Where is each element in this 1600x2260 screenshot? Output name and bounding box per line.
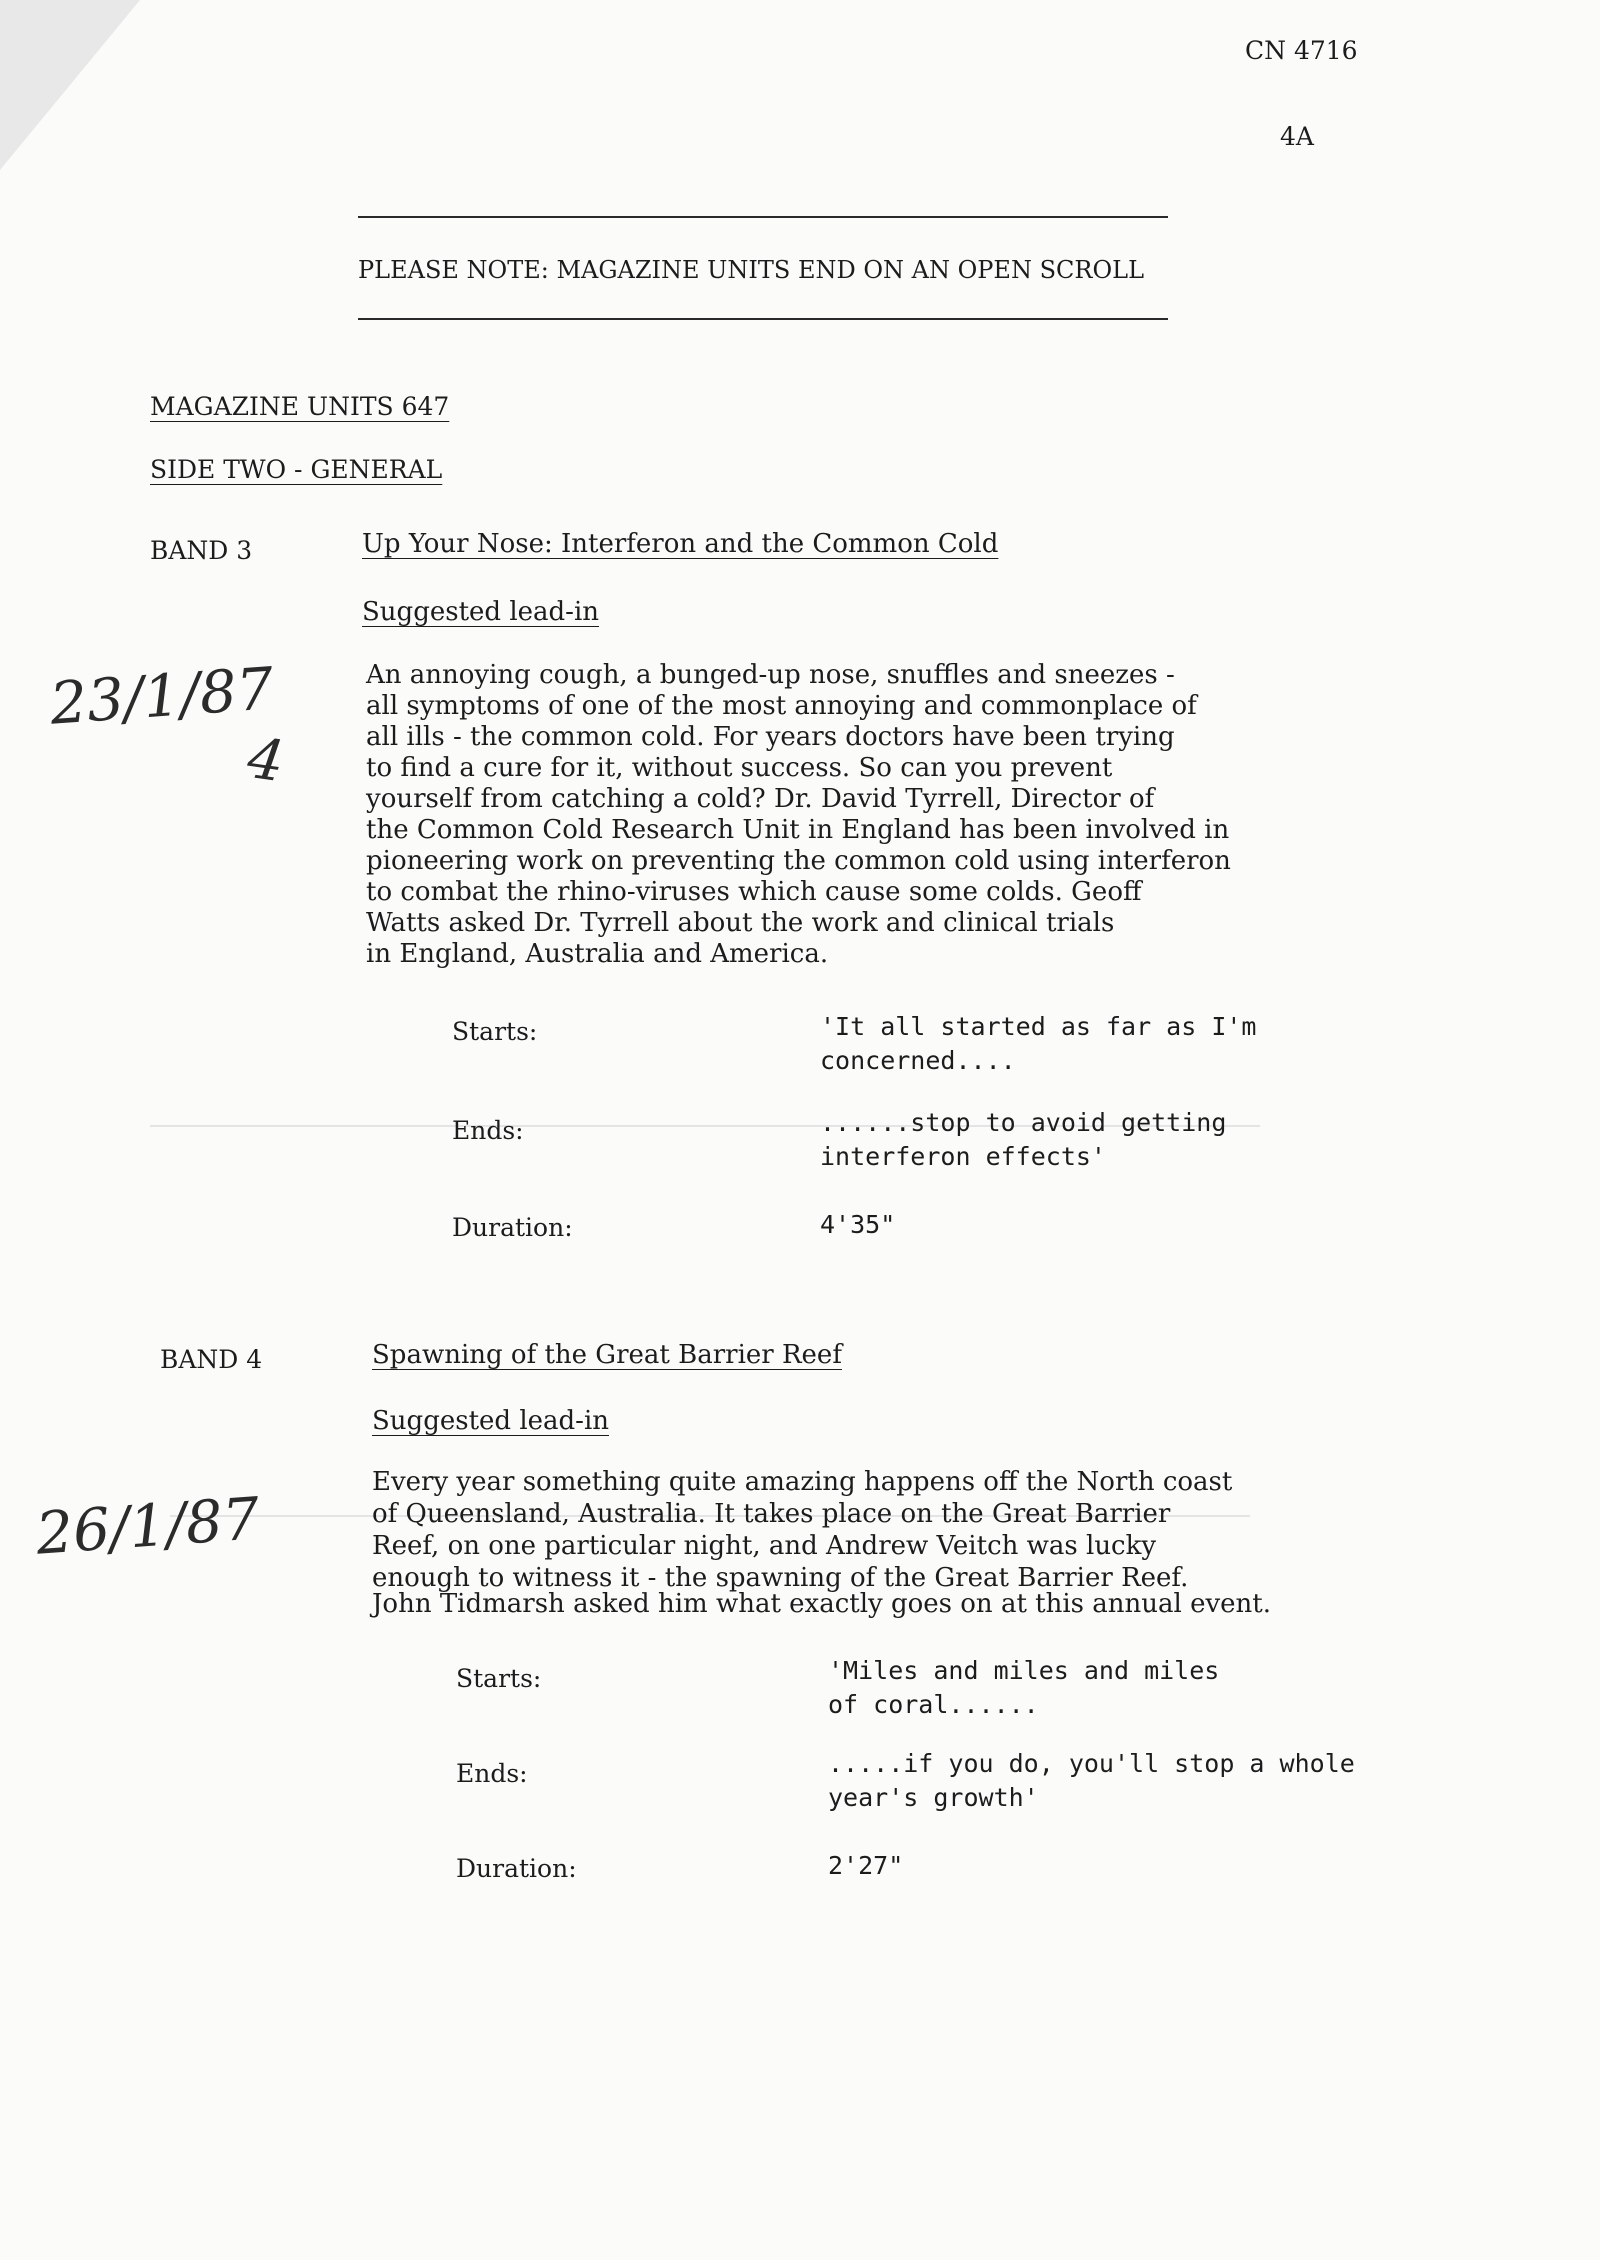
band-4-lead-in-line: enough to witness it - the spawning of the Great Barrier Reef. xyxy=(372,1563,1189,1593)
handwritten-date-band-4: 26/1/87 xyxy=(33,1484,262,1568)
magazine-units-heading: MAGAZINE UNITS 647 xyxy=(150,392,450,421)
band-3-lead-in-line: An annoying cough, a bunged-up nose, snuffles and sneezes - xyxy=(366,660,1175,690)
band-4-starts-value: of coral...... xyxy=(828,1690,1039,1719)
band-3-lead-in-line: pioneering work on preventing the common cold using interferon xyxy=(366,846,1231,876)
handwritten-mark-band-3: 4 xyxy=(243,725,288,796)
notice-bottom-rule xyxy=(358,318,1168,320)
band-3-lead-in-line: Watts asked Dr. Tyrrell about the work and clinical trials xyxy=(366,908,1115,938)
handwritten-date-band-3: 23/1/87 xyxy=(47,654,276,738)
band-4-duration-label: Duration: xyxy=(456,1854,577,1883)
band-3-starts-label: Starts: xyxy=(452,1017,538,1046)
band-4-lead-in-label: Suggested lead-in xyxy=(372,1406,610,1436)
band-3-ends-value: ......stop to avoid getting xyxy=(820,1108,1227,1137)
band-3-title: Up Your Nose: Interferon and the Common Cold xyxy=(362,529,999,559)
band-4-title: Spawning of the Great Barrier Reef xyxy=(372,1340,842,1370)
notice-text: PLEASE NOTE: MAGAZINE UNITS END ON AN OPEN SCROLL xyxy=(358,256,1144,284)
band-3-ends-label: Ends: xyxy=(452,1116,524,1145)
band-3-lead-in-line: the Common Cold Research Unit in England has been involved in xyxy=(366,815,1230,845)
band-3-starts-value: concerned.... xyxy=(820,1046,1016,1075)
band-3-duration-label: Duration: xyxy=(452,1213,573,1242)
band-4-starts-value: 'Miles and miles and miles xyxy=(828,1656,1220,1685)
band-3-number: BAND 3 xyxy=(150,536,253,565)
notice-top-rule xyxy=(358,216,1168,218)
band-3-lead-in-line: to combat the rhino-viruses which cause some colds. Geoff xyxy=(366,877,1142,907)
band-4-duration-value: 2'27" xyxy=(828,1851,904,1880)
band-4-ends-value: .....if you do, you'll stop a whole xyxy=(828,1749,1355,1778)
band-4-lead-in-line: Every year something quite amazing happens off the North coast xyxy=(372,1467,1233,1497)
folded-corner xyxy=(0,0,140,170)
band-3-duration-value: 4'35" xyxy=(820,1210,896,1239)
band-4-starts-label: Starts: xyxy=(456,1664,542,1693)
band-4-number: BAND 4 xyxy=(160,1345,263,1374)
band-4-ends-value: year's growth' xyxy=(828,1783,1039,1812)
band-3-ends-value: interferon effects' xyxy=(820,1142,1106,1171)
side-heading: SIDE TWO - GENERAL xyxy=(150,455,443,484)
band-3-lead-in-line: all symptoms of one of the most annoying and commonplace of xyxy=(366,691,1197,721)
band-4-lead-in-line: of Queensland, Australia. It takes place on the Great Barrier xyxy=(372,1499,1171,1529)
band-3-lead-in-line: yourself from catching a cold? Dr. David Tyrrell, Director of xyxy=(366,784,1155,814)
catalogue-number: CN 4716 xyxy=(1245,36,1358,65)
band-3-starts-value: 'It all started as far as I'm xyxy=(820,1012,1257,1041)
band-4-ends-label: Ends: xyxy=(456,1759,528,1788)
band-4-lead-in-line: Reef, on one particular night, and Andrew Veitch was lucky xyxy=(372,1531,1157,1561)
band-4-lead-in-line: John Tidmarsh asked him what exactly goes on at this annual event. xyxy=(372,1589,1272,1619)
band-3-lead-in-line: all ills - the common cold. For years doctors have been trying xyxy=(366,722,1175,752)
band-3-lead-in-line: to find a cure for it, without success. So can you prevent xyxy=(366,753,1113,783)
band-3-lead-in-label: Suggested lead-in xyxy=(362,597,600,627)
page-number: 4A xyxy=(1280,122,1314,151)
band-3-lead-in-line: in England, Australia and America. xyxy=(366,939,829,969)
